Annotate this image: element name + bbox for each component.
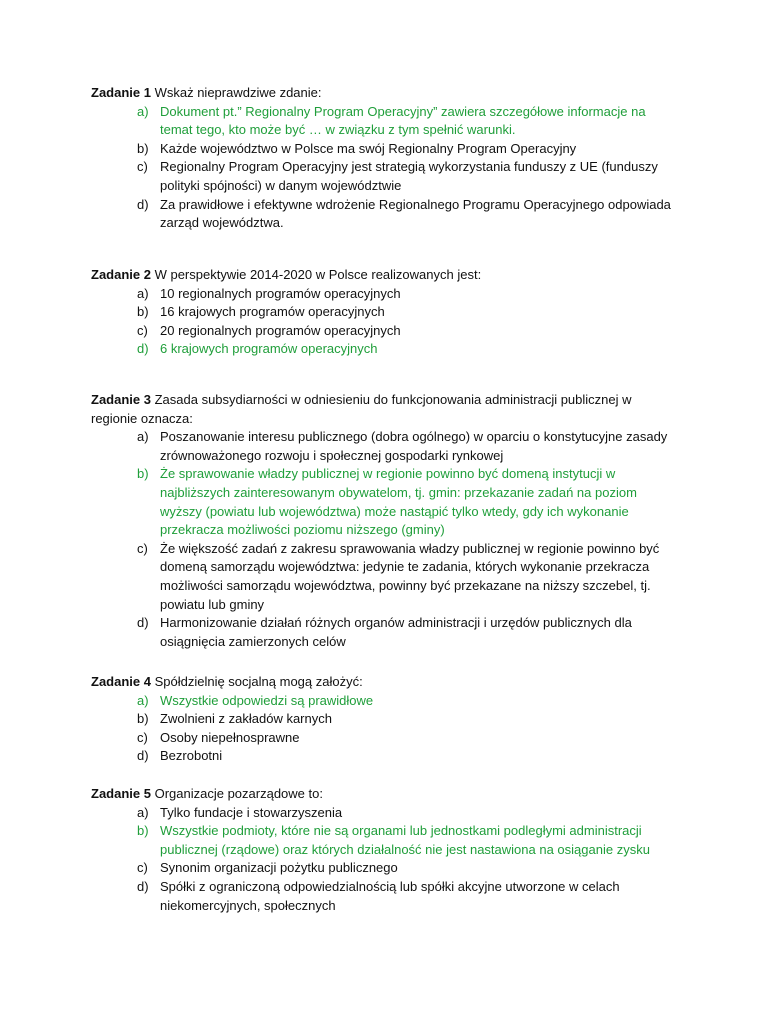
task-4-option-b [91,710,681,729]
option-letter: d) [137,341,149,357]
task-5-option-d [91,878,681,915]
option-letter: a) [137,804,149,820]
option-text: Za prawidłowe i efektywne wdrożenie Regionalnego Programu Operacyjnego odpowiada zarząd województwa. [160,196,671,231]
task-3-heading [91,391,681,428]
option-letter: a) [137,103,149,119]
option-text: Wszystkie podmioty, które nie są organami lub jednostkami podległymi administracji publicznej (rządowe) oraz których działalność nie jest nastawiona na osiąganie zysku [160,823,650,857]
task-4 [91,673,681,766]
task-1-label: Zadanie 1 [91,85,151,100]
option-letter: b) [137,823,149,839]
option-letter: b) [137,711,149,727]
option-text: Synonim organizacji pożytku publicznego [160,860,398,876]
task-3-option-a [91,428,681,465]
task-5-heading [91,785,681,804]
option-text: Że sprawowanie władzy publicznej w regionie powinno być domeną instytucji w najbliższych zainteresowanym obywatelom, tj. gmin: przekazanie zadań na poziom wyższy (powiatu lub województwa) może nastąpić tylko wtedy, gdy ich wykonanie przekracza możliwości poziomu niższego (gminy) [160,466,637,538]
task-4-heading [91,673,681,692]
task-3-label: Zadanie 3 [91,392,151,407]
option-letter: c) [137,729,148,745]
option-letter: a) [137,692,149,708]
option-letter: c) [137,540,148,556]
task-1-heading [91,84,681,103]
option-text: Poszanowanie interesu publicznego (dobra ogólnego) w oparciu o konstytucyjne zasady zrównoważonego rozwoju i społecznej gospodarki rynkowej [160,429,668,463]
option-letter: b) [137,304,149,320]
option-letter: d) [137,615,149,631]
option-text: Osoby niepełnosprawne [160,729,300,745]
option-letter: b) [137,466,149,482]
task-1-option-c [91,158,681,195]
task-2-question: W perspektywie 2014-2020 w Polsce realizowanych jest: [154,267,482,282]
option-text: Wszystkie odpowiedzi są prawidłowe [160,692,374,708]
option-letter: a) [137,285,149,301]
task-4-option-d [91,747,681,766]
task-3-question: Zasada subsydiarności w odniesieniu do funkcjonowania administracji publicznej w regionie oznacza: [91,392,632,426]
option-text: Regionalny Program Operacyjny jest strategią wykorzystania funduszy z UE (funduszy polityki spójności) w danym województwie [160,159,658,193]
option-text: Spółki z ograniczoną odpowiedzialnością lub spółki akcyjne utworzone w celach niekomercyjnych, społecznych [160,878,620,913]
task-5-question: Organizacje pozarządowe to: [154,786,323,801]
task-4-options [91,692,681,766]
task-1-option-b [91,140,681,159]
task-1-option-a [91,103,681,140]
task-4-label: Zadanie 4 [91,674,151,689]
option-letter: c) [137,159,148,175]
option-letter: c) [137,860,148,876]
option-text: 20 regionalnych programów operacyjnych [160,322,401,338]
task-1 [91,84,681,233]
task-5-option-a [91,804,681,823]
option-text: 10 regionalnych programów operacyjnych [160,285,401,301]
task-5-option-b [91,822,681,859]
task-1-options [91,103,681,233]
task-5-label: Zadanie 5 [91,786,151,801]
task-5 [91,785,681,915]
option-text: Tylko fundacje i stowarzyszenia [160,804,343,820]
option-letter: a) [137,429,149,445]
task-2-options [91,285,681,359]
option-text: Że większość zadań z zakresu sprawowania władzy publicznej w regionie powinno być domeną samorządu województwa: jedynie te zadania, których wykonanie przekracza możliwości samorządu województwa, powinny być przekazane na niższy szczebel, tj. powiatu lub gminy [160,540,660,612]
task-1-question: Wskaż nieprawdziwe zdanie: [154,85,322,100]
task-4-question: Spółdzielnię socjalną mogą założyć: [154,674,363,689]
task-2-option-a [91,285,681,304]
task-3-option-d [91,614,681,651]
task-3-option-b [91,465,681,539]
task-3-options [91,428,681,651]
task-2 [91,266,681,359]
task-3 [91,391,681,651]
option-text: 6 krajowych programów operacyjnych [160,341,378,357]
option-letter: d) [137,196,149,212]
task-2-option-d [91,340,681,359]
option-text: 16 krajowych programów operacyjnych [160,304,385,320]
task-2-option-c [91,322,681,341]
task-3-option-c [91,540,681,614]
option-text: Każde województwo w Polsce ma swój Regionalny Program Operacyjny [160,140,577,156]
task-5-options [91,804,681,916]
option-letter: d) [137,748,149,764]
task-4-option-a [91,692,681,711]
option-text: Zwolnieni z zakładów karnych [160,711,332,727]
task-1-option-d [91,196,681,233]
option-letter: b) [137,140,149,156]
option-text: Harmonizowanie działań różnych organów administracji i urzędów publicznych dla osiągnięcia zamierzonych celów [160,615,632,649]
option-letter: d) [137,878,149,894]
option-letter: c) [137,322,148,338]
task-4-option-c [91,729,681,748]
task-5-option-c [91,859,681,878]
task-2-heading [91,266,681,285]
task-2-label: Zadanie 2 [91,267,151,282]
option-text: Bezrobotni [160,748,223,764]
task-2-option-b [91,303,681,322]
option-text: Dokument pt.” Regionalny Program Operacyjny” zawiera szczegółowe informacje na temat tego, kto może być … w związku z tym spełnić warunki. [160,103,646,138]
